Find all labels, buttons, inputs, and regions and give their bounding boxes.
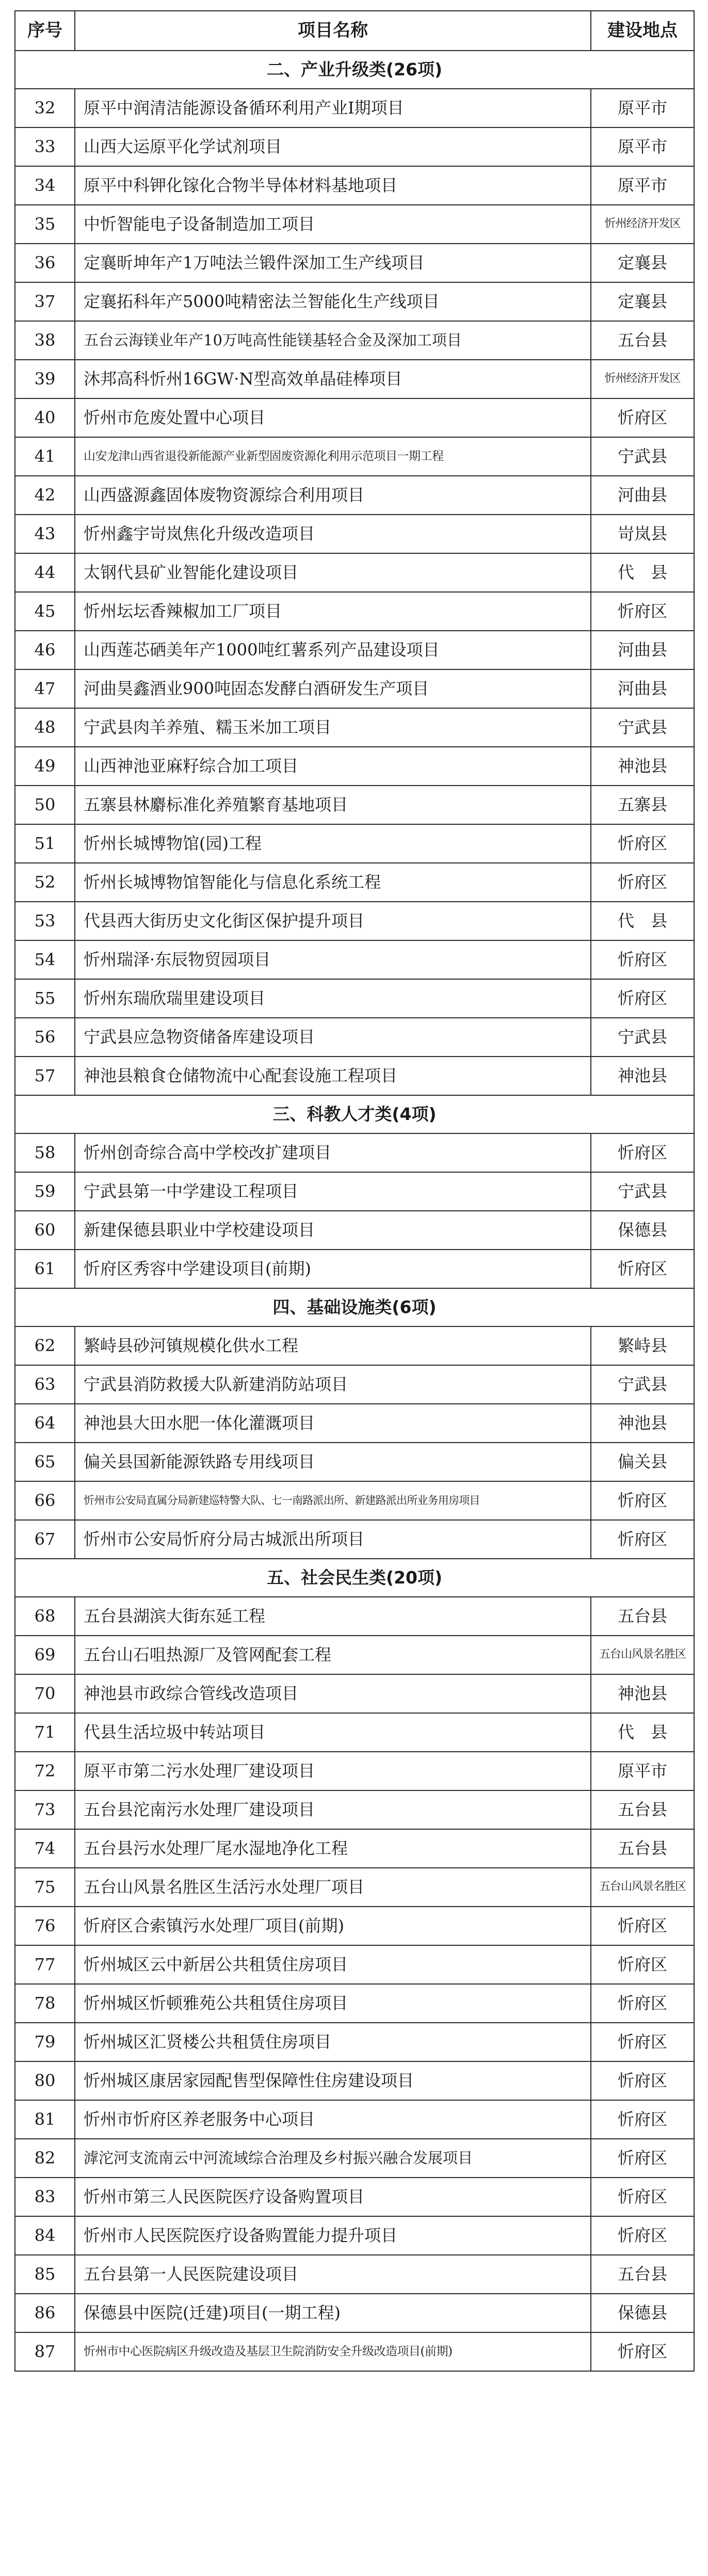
section-title: 四、基础设施类(6项) [15, 1288, 694, 1326]
row-index: 33 [15, 127, 75, 166]
project-name: 忻州市公安局直属分局新建巡特警大队、七一南路派出所、新建路派出所业务用房项目 [75, 1481, 591, 1520]
construction-location: 繁峙县 [591, 1326, 694, 1365]
project-name: 忻州长城博物馆智能化与信息化系统工程 [75, 863, 591, 902]
table-row [15, 1365, 694, 1404]
project-name: 繁峙县砂河镇规模化供水工程 [75, 1326, 591, 1365]
construction-location: 忻府区 [591, 2216, 694, 2255]
row-index: 62 [15, 1326, 75, 1365]
construction-location: 五台山风景名胜区 [591, 1868, 694, 1907]
row-index: 77 [15, 1945, 75, 1984]
construction-location: 忻府区 [591, 592, 694, 631]
row-index: 36 [15, 244, 75, 282]
table-row [15, 1597, 694, 1636]
table-row [15, 437, 694, 476]
table-row [15, 2139, 694, 2178]
project-name: 忻州城区云中新居公共租赁住房项目 [75, 1945, 591, 1984]
table-row [15, 321, 694, 360]
table-header-row [15, 11, 694, 51]
project-table-wrapper [14, 10, 694, 2372]
row-index: 44 [15, 553, 75, 592]
table-row [15, 2100, 694, 2139]
construction-location: 宁武县 [591, 1365, 694, 1404]
table-row [15, 89, 694, 127]
construction-location: 定襄县 [591, 244, 694, 282]
section-header-row [15, 1095, 694, 1133]
table-row [15, 205, 694, 244]
table-row [15, 2023, 694, 2061]
construction-location: 神池县 [591, 1404, 694, 1443]
construction-location: 忻府区 [591, 979, 694, 1018]
construction-location: 原平市 [591, 89, 694, 127]
table-row [15, 1713, 694, 1752]
row-index: 41 [15, 437, 75, 476]
section-title: 三、科教人才类(4项) [15, 1095, 694, 1133]
row-index: 53 [15, 902, 75, 940]
table-row [15, 747, 694, 786]
table-row [15, 2294, 694, 2332]
project-name: 中忻智能电子设备制造加工项目 [75, 205, 591, 244]
table-row [15, 244, 694, 282]
construction-location: 原平市 [591, 127, 694, 166]
project-table [14, 10, 695, 2372]
row-index: 45 [15, 592, 75, 631]
construction-location: 原平市 [591, 166, 694, 205]
row-index: 38 [15, 321, 75, 360]
construction-location: 偏关县 [591, 1443, 694, 1481]
project-name: 新建保德县职业中学校建设项目 [75, 1211, 591, 1250]
table-row [15, 166, 694, 205]
construction-location: 五台县 [591, 1790, 694, 1829]
construction-location: 宁武县 [591, 1018, 694, 1057]
project-name: 忻州瑞泽·东辰物贸园项目 [75, 940, 591, 979]
table-row [15, 979, 694, 1018]
table-row [15, 1790, 694, 1829]
construction-location: 忻府区 [591, 1520, 694, 1559]
row-index: 69 [15, 1636, 75, 1674]
project-name: 忻州长城博物馆(园)工程 [75, 824, 591, 863]
table-row [15, 940, 694, 979]
project-name: 忻州鑫宇岢岚焦化升级改造项目 [75, 515, 591, 553]
row-index: 46 [15, 631, 75, 669]
table-row [15, 515, 694, 553]
row-index: 75 [15, 1868, 75, 1907]
row-index: 83 [15, 2178, 75, 2216]
row-index: 52 [15, 863, 75, 902]
construction-location: 五台县 [591, 1597, 694, 1636]
construction-location: 五台县 [591, 1829, 694, 1868]
table-row [15, 360, 694, 398]
row-index: 80 [15, 2061, 75, 2100]
header-project-name: 项目名称 [75, 11, 591, 51]
project-name: 忻州市人民医院医疗设备购置能力提升项目 [75, 2216, 591, 2255]
construction-location: 河曲县 [591, 476, 694, 515]
project-name: 忻州城区汇贤楼公共租赁住房项目 [75, 2023, 591, 2061]
construction-location: 保德县 [591, 1211, 694, 1250]
project-name: 忻州东瑞欣瑞里建设项目 [75, 979, 591, 1018]
table-row [15, 2178, 694, 2216]
table-row [15, 1868, 694, 1907]
project-name: 山西盛源鑫固体废物资源综合利用项目 [75, 476, 591, 515]
table-row [15, 1404, 694, 1443]
table-row [15, 592, 694, 631]
project-name: 忻州城区忻顿雅苑公共租赁住房项目 [75, 1984, 591, 2023]
section-title: 二、产业升级类(26项) [15, 51, 694, 89]
table-row [15, 1057, 694, 1095]
table-row [15, 1481, 694, 1520]
construction-location: 保德县 [591, 2294, 694, 2332]
construction-location: 神池县 [591, 1674, 694, 1713]
construction-location: 忻府区 [591, 1250, 694, 1288]
row-index: 87 [15, 2332, 75, 2371]
row-index: 35 [15, 205, 75, 244]
construction-location: 忻府区 [591, 2332, 694, 2371]
project-name: 山西莲芯硒美年产1000吨红薯系列产品建设项目 [75, 631, 591, 669]
project-name: 忻州坛坛香辣椒加工厂项目 [75, 592, 591, 631]
project-name: 五台山风景名胜区生活污水处理厂项目 [75, 1868, 591, 1907]
project-name: 宁武县应急物资储备库建设项目 [75, 1018, 591, 1057]
row-index: 73 [15, 1790, 75, 1829]
table-row [15, 786, 694, 824]
table-row [15, 1133, 694, 1172]
project-name: 代县生活垃圾中转站项目 [75, 1713, 591, 1752]
project-name: 沐邦高科忻州16GW·N型高效单晶硅棒项目 [75, 360, 591, 398]
row-index: 60 [15, 1211, 75, 1250]
construction-location: 原平市 [591, 1752, 694, 1790]
section-title: 五、社会民生类(20项) [15, 1559, 694, 1597]
table-row [15, 1829, 694, 1868]
project-name: 原平中科钾化镓化合物半导体材料基地项目 [75, 166, 591, 205]
project-name: 忻州市危废处置中心项目 [75, 398, 591, 437]
table-row [15, 863, 694, 902]
row-index: 81 [15, 2100, 75, 2139]
table-row [15, 1520, 694, 1559]
row-index: 61 [15, 1250, 75, 1288]
row-index: 76 [15, 1907, 75, 1945]
project-name: 河曲昊鑫酒业900吨固态发酵白酒研发生产项目 [75, 669, 591, 708]
project-name: 五台县沱南污水处理厂建设项目 [75, 1790, 591, 1829]
table-row [15, 282, 694, 321]
project-name: 滹沱河支流南云中河流域综合治理及乡村振兴融合发展项目 [75, 2139, 591, 2178]
row-index: 54 [15, 940, 75, 979]
table-row [15, 476, 694, 515]
row-index: 43 [15, 515, 75, 553]
row-index: 56 [15, 1018, 75, 1057]
construction-location: 五台县 [591, 321, 694, 360]
project-name: 宁武县肉羊养殖、糯玉米加工项目 [75, 708, 591, 747]
construction-location: 忻府区 [591, 1984, 694, 2023]
table-row [15, 2332, 694, 2371]
row-index: 58 [15, 1133, 75, 1172]
row-index: 32 [15, 89, 75, 127]
project-name: 忻州市中心医院病区升级改造及基层卫生院消防安全升级改造项目(前期) [75, 2332, 591, 2371]
table-row [15, 708, 694, 747]
row-index: 67 [15, 1520, 75, 1559]
construction-location: 五台县 [591, 2255, 694, 2294]
project-name: 忻府区合索镇污水处理厂项目(前期) [75, 1907, 591, 1945]
construction-location: 河曲县 [591, 631, 694, 669]
project-name: 偏关县国新能源铁路专用线项目 [75, 1443, 591, 1481]
project-name: 忻州市忻府区养老服务中心项目 [75, 2100, 591, 2139]
row-index: 40 [15, 398, 75, 437]
row-index: 71 [15, 1713, 75, 1752]
project-name: 五台县污水处理厂尾水湿地净化工程 [75, 1829, 591, 1868]
project-name: 代县西大街历史文化街区保护提升项目 [75, 902, 591, 940]
construction-location: 宁武县 [591, 437, 694, 476]
row-index: 55 [15, 979, 75, 1018]
table-row [15, 398, 694, 437]
header-location: 建设地点 [591, 11, 694, 51]
construction-location: 代 县 [591, 553, 694, 592]
construction-location: 忻府区 [591, 2139, 694, 2178]
table-row [15, 1326, 694, 1365]
project-name: 五台山石咀热源厂及管网配套工程 [75, 1636, 591, 1674]
row-index: 70 [15, 1674, 75, 1713]
table-row [15, 1945, 694, 1984]
row-index: 85 [15, 2255, 75, 2294]
table-row [15, 1984, 694, 2023]
table-row [15, 631, 694, 669]
row-index: 79 [15, 2023, 75, 2061]
project-name: 原平中润清洁能源设备循环利用产业I期项目 [75, 89, 591, 127]
row-index: 57 [15, 1057, 75, 1095]
row-index: 72 [15, 1752, 75, 1790]
table-row [15, 1211, 694, 1250]
construction-location: 忻府区 [591, 863, 694, 902]
project-name: 忻府区秀容中学建设项目(前期) [75, 1250, 591, 1288]
project-name: 忻州创奇综合高中学校改扩建项目 [75, 1133, 591, 1172]
row-index: 63 [15, 1365, 75, 1404]
row-index: 78 [15, 1984, 75, 2023]
project-name: 神池县市政综合管线改造项目 [75, 1674, 591, 1713]
header-index: 序号 [15, 11, 75, 51]
construction-location: 代 县 [591, 902, 694, 940]
construction-location: 忻州经济开发区 [591, 360, 694, 398]
row-index: 47 [15, 669, 75, 708]
project-name: 五台县第一人民医院建设项目 [75, 2255, 591, 2294]
table-row [15, 1250, 694, 1288]
construction-location: 忻州经济开发区 [591, 205, 694, 244]
table-row [15, 2216, 694, 2255]
row-index: 82 [15, 2139, 75, 2178]
project-name: 宁武县消防救援大队新建消防站项目 [75, 1365, 591, 1404]
row-index: 39 [15, 360, 75, 398]
construction-location: 神池县 [591, 1057, 694, 1095]
project-name: 太钢代县矿业智能化建设项目 [75, 553, 591, 592]
table-row [15, 1172, 694, 1211]
project-name: 五台县湖滨大街东延工程 [75, 1597, 591, 1636]
construction-location: 河曲县 [591, 669, 694, 708]
row-index: 48 [15, 708, 75, 747]
table-row [15, 824, 694, 863]
row-index: 86 [15, 2294, 75, 2332]
construction-location: 岢岚县 [591, 515, 694, 553]
table-row [15, 902, 694, 940]
construction-location: 忻府区 [591, 2178, 694, 2216]
table-row [15, 1443, 694, 1481]
row-index: 50 [15, 786, 75, 824]
project-name: 定襄昕坤年产1万吨法兰锻件深加工生产线项目 [75, 244, 591, 282]
construction-location: 忻府区 [591, 1133, 694, 1172]
section-header-row [15, 1559, 694, 1597]
project-name: 忻州市第三人民医院医疗设备购置项目 [75, 2178, 591, 2216]
table-row [15, 669, 694, 708]
row-index: 37 [15, 282, 75, 321]
project-name: 山西神池亚麻籽综合加工项目 [75, 747, 591, 786]
project-name: 山安龙津山西省退役新能源产业新型固废资源化利用示范项目一期工程 [75, 437, 591, 476]
row-index: 68 [15, 1597, 75, 1636]
project-name: 忻州市公安局忻府分局古城派出所项目 [75, 1520, 591, 1559]
row-index: 51 [15, 824, 75, 863]
table-row [15, 127, 694, 166]
row-index: 66 [15, 1481, 75, 1520]
construction-location: 忻府区 [591, 1907, 694, 1945]
table-row [15, 1018, 694, 1057]
project-name: 神池县粮食仓储物流中心配套设施工程项目 [75, 1057, 591, 1095]
project-name: 原平市第二污水处理厂建设项目 [75, 1752, 591, 1790]
section-header-row [15, 51, 694, 89]
project-name: 五寨县林麝标准化养殖繁育基地项目 [75, 786, 591, 824]
project-name: 宁武县第一中学建设工程项目 [75, 1172, 591, 1211]
table-row [15, 2061, 694, 2100]
table-row [15, 553, 694, 592]
table-row [15, 1907, 694, 1945]
row-index: 59 [15, 1172, 75, 1211]
section-header-row [15, 1288, 694, 1326]
row-index: 49 [15, 747, 75, 786]
project-name: 神池县大田水肥一体化灌溉项目 [75, 1404, 591, 1443]
construction-location: 宁武县 [591, 1172, 694, 1211]
construction-location: 五寨县 [591, 786, 694, 824]
table-row [15, 1636, 694, 1674]
table-row [15, 1674, 694, 1713]
row-index: 42 [15, 476, 75, 515]
construction-location: 定襄县 [591, 282, 694, 321]
project-name: 山西大运原平化学试剂项目 [75, 127, 591, 166]
table-row [15, 2255, 694, 2294]
construction-location: 代 县 [591, 1713, 694, 1752]
project-name: 五台云海镁业年产10万吨高性能镁基轻合金及深加工项目 [75, 321, 591, 360]
construction-location: 忻府区 [591, 2023, 694, 2061]
project-name: 定襄拓科年产5000吨精密法兰智能化生产线项目 [75, 282, 591, 321]
table-row [15, 1752, 694, 1790]
construction-location: 忻府区 [591, 2061, 694, 2100]
construction-location: 忻府区 [591, 1481, 694, 1520]
construction-location: 忻府区 [591, 824, 694, 863]
construction-location: 忻府区 [591, 2100, 694, 2139]
construction-location: 忻府区 [591, 1945, 694, 1984]
row-index: 64 [15, 1404, 75, 1443]
construction-location: 宁武县 [591, 708, 694, 747]
row-index: 84 [15, 2216, 75, 2255]
construction-location: 五台山风景名胜区 [591, 1636, 694, 1674]
row-index: 65 [15, 1443, 75, 1481]
project-name: 忻州城区康居家园配售型保障性住房建设项目 [75, 2061, 591, 2100]
row-index: 74 [15, 1829, 75, 1868]
project-name: 保德县中医院(迁建)项目(一期工程) [75, 2294, 591, 2332]
construction-location: 忻府区 [591, 940, 694, 979]
construction-location: 忻府区 [591, 398, 694, 437]
row-index: 34 [15, 166, 75, 205]
construction-location: 神池县 [591, 747, 694, 786]
